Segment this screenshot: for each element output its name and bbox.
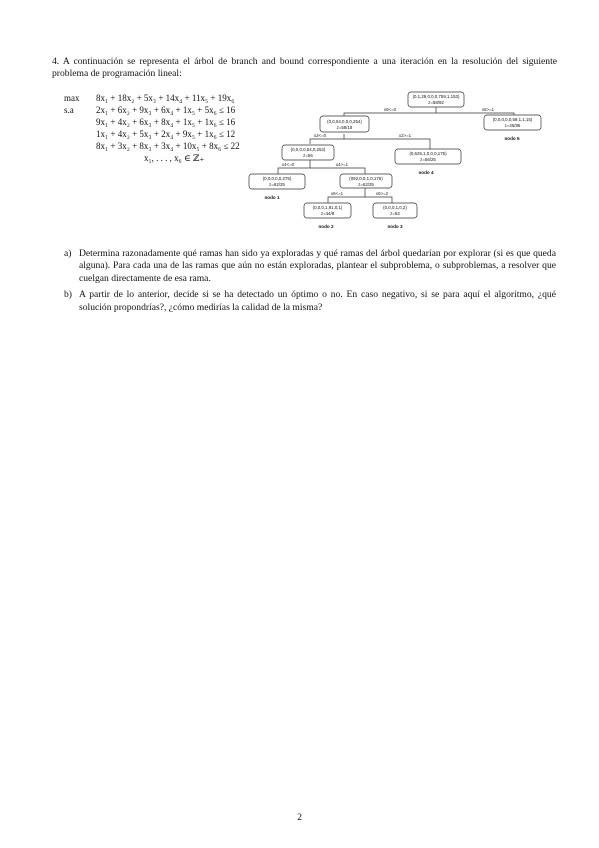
branch-label: x6>=2 bbox=[375, 191, 389, 196]
node-solution: (092,0,0,1,0,175) bbox=[349, 176, 383, 181]
page-number: 2 bbox=[297, 812, 302, 823]
lp-constraint-row bbox=[64, 140, 240, 152]
lp-constraint-row bbox=[64, 128, 240, 140]
node-name-label: nodo 4 bbox=[418, 170, 434, 175]
node-objective: z=58/18 bbox=[336, 125, 353, 130]
lp-domain-row bbox=[64, 152, 240, 164]
branch-label: x4<=0 bbox=[281, 162, 295, 167]
branch-and-bound-tree bbox=[240, 86, 560, 246]
question-item bbox=[64, 248, 556, 285]
branch-label: x6<=1 bbox=[330, 191, 344, 196]
lp-row-label bbox=[64, 152, 144, 164]
edge-left-right bbox=[344, 139, 430, 149]
node-name-label: nodo 5 bbox=[504, 136, 520, 141]
node-name-label: nodo 2 bbox=[318, 224, 334, 229]
tree-svg bbox=[240, 86, 560, 246]
lp-row-label bbox=[64, 140, 96, 152]
lp-row-label: max bbox=[64, 93, 80, 103]
branch-label: x5<=0 bbox=[383, 107, 397, 112]
questions-list bbox=[64, 248, 556, 318]
question-text: A partir de lo anterior, decide si se ha detectado un óptimo o no. En caso negativo, si se para aquí el algoritmo, ¿qué solución propondrías?, ¿cómo medirías la calidad de la misma? bbox=[79, 289, 556, 313]
lp-objective: 8x₁ + 18x₂ + 5x₃ + 14x₄ + 11x₅ + 19x₆ bbox=[96, 93, 235, 103]
lp-formulation bbox=[64, 92, 240, 164]
lp-objective-row bbox=[64, 92, 240, 104]
node-objective: z=62/25 bbox=[269, 182, 285, 187]
lp-constraint-4: 8x₁ + 3x₂ + 8x₃ + 3x₄ + 10x₅ + 8x₆ ≤ 22 bbox=[96, 141, 240, 151]
branch-label: x2<=0 bbox=[313, 133, 327, 138]
node-name-label: nodo 1 bbox=[264, 195, 280, 200]
lp-row-label: s.a bbox=[64, 105, 74, 115]
question-letter: a) bbox=[64, 248, 72, 259]
node-objective: z=56/25 bbox=[420, 157, 436, 162]
node-objective: z=62/25 bbox=[358, 182, 374, 187]
node-solution: (0,0,0,0,54,0,254) bbox=[290, 147, 326, 152]
lp-constraint-3: 1x₁ + 4x₂ + 5x₃ + 2x₄ + 9x₅ + 1x₆ ≤ 12 bbox=[96, 129, 236, 139]
node-solution: (0,0,0,1,91,0,1) bbox=[312, 205, 343, 210]
lp-constraint-1: 2x₁ + 6x₂ + 9x₃ + 6x₄ + 1x₅ + 5x₆ ≤ 16 bbox=[96, 105, 236, 115]
question-text: Determina razonadamente qué ramas han sido ya exploradas y qué ramas del árbol quedarían por explorar (si es que queda alguna). Para cada una de las ramas que aún no están exploradas, plantear el subproblema, o subproblemas, a resolver que cuelgan directamente de esa rama. bbox=[79, 248, 556, 284]
lp-domain: x₁, . . . , x₆ ∈ ℤ₊ bbox=[144, 153, 205, 163]
lp-row-label bbox=[64, 128, 96, 140]
node-objective: z=45/85 bbox=[504, 123, 521, 128]
node-objective: z=58/92 bbox=[428, 100, 444, 105]
node-solution: (0,0,0,1,0,2) bbox=[383, 205, 407, 210]
question-item bbox=[64, 289, 556, 314]
lp-row-label bbox=[64, 116, 96, 128]
branch-label: x2>=1 bbox=[398, 133, 412, 138]
node-solution: (0,1,29,0,0,0,759,1,153) bbox=[412, 94, 460, 99]
lp-constraint-2: 9x₁ + 4x₂ + 6x₃ + 8x₄ + 1x₅ + 1x₆ ≤ 16 bbox=[96, 117, 236, 127]
node-objective: z=56 bbox=[303, 153, 313, 158]
node-solution: (0,0,0,0,0,275) bbox=[262, 176, 292, 181]
node-objective: z=52 bbox=[390, 211, 400, 216]
branch-label: x5>=1 bbox=[481, 107, 495, 112]
question-letter: b) bbox=[64, 289, 72, 301]
node-solution: (0,0,0,0,0,59,1,1,15) bbox=[492, 117, 533, 122]
edge-llr-right bbox=[365, 197, 392, 203]
node-objective: z=44/8 bbox=[320, 211, 335, 216]
edge-ll-right bbox=[310, 168, 365, 174]
lp-constraint-row bbox=[64, 104, 240, 116]
branch-label: x4>=1 bbox=[335, 162, 349, 167]
node-solution: (0,625,1,0,0,0,175) bbox=[409, 151, 447, 156]
node-solution: (0,0,54,0,0,0,254) bbox=[327, 119, 362, 124]
problem-heading: 4. A continuación se representa el árbol de branch and bound correspondiente a una iteración en la resolución del siguiente problema de programación lineal: bbox=[52, 56, 557, 79]
lp-constraint-row bbox=[64, 116, 240, 128]
node-name-label: nodo 3 bbox=[387, 224, 403, 229]
